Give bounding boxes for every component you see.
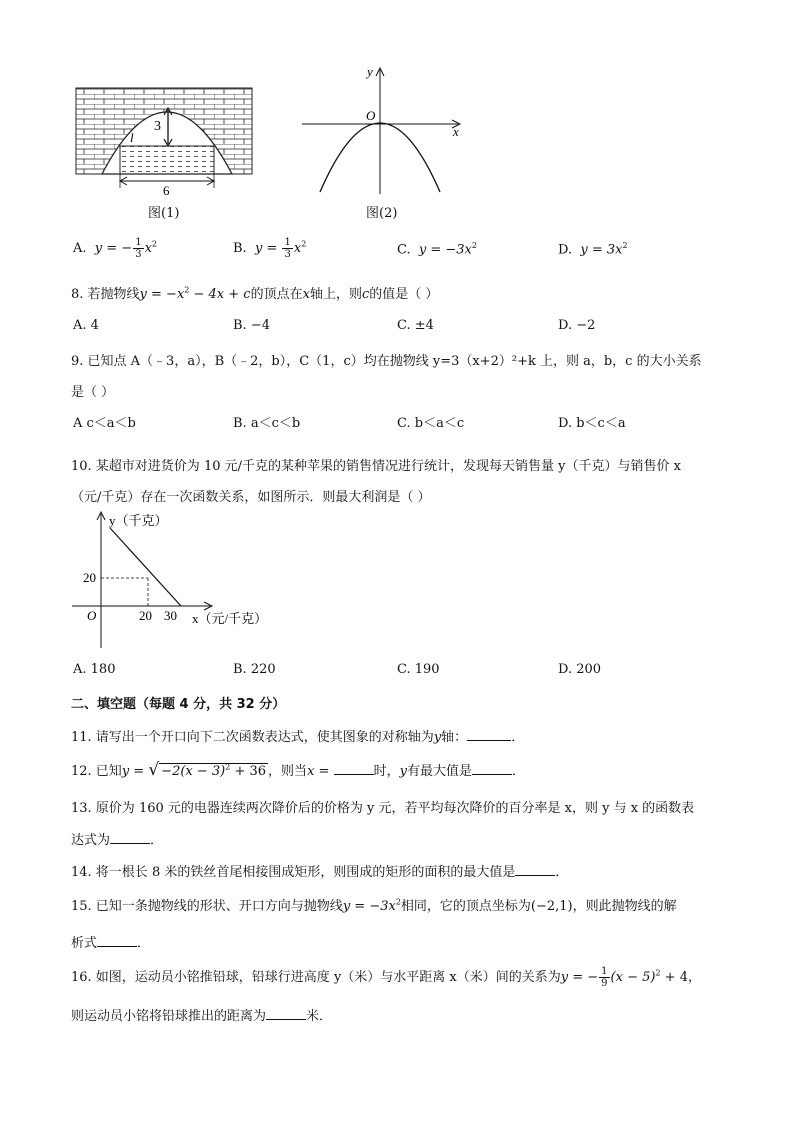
q10-option-d[interactable]: D. 200: [558, 662, 602, 677]
q12-stem: 12. 已知y = √ $-2(x - 3)^2 + 36$ ，则当x = 时，y有最大值是 ．: [71, 760, 525, 780]
q10-origin: O: [87, 608, 97, 623]
q7-option-d-expr: y = 3x: [580, 242, 623, 258]
q16-stem-line1: 16. 如图，运动员小铭推铅球，铅球行进高度 y（米）与水平距离 x（米）间的关系为y = − $\frac{1}{9}$ $(x - 5)^2 + 4$，: [71, 966, 701, 989]
q12-max-blank[interactable]: [472, 762, 512, 775]
q7-option-a-fraction: $\frac{1}{3}$: [135, 237, 142, 260]
q7-option-c[interactable]: C. $y = -3x^2$: [397, 241, 477, 258]
q10-stem-line2: （元/千克）存在一次函数关系，如图所示．则最大利润是（ ）: [71, 490, 431, 505]
q8-stem: 8. 若抛物线$y = -x^2 - 4x + c$的顶点在x轴上，则c的值是（ ）: [71, 285, 439, 302]
q10-graph: [68, 508, 278, 650]
q16-fraction: $\frac{1}{9}$: [601, 966, 608, 989]
q12-x-blank[interactable]: [334, 762, 374, 775]
q12-radicand: $-2(x - 3)^2 + 36$: [161, 762, 267, 779]
q13-stem-line1: 13. 原价为 160 元的电器连续两次降价后的价格为 y 元，若平均每次降价的百分率是 x，则 y 与 x 的函数表: [71, 801, 695, 816]
q7-option-a[interactable]: A. y = − $\frac{1}{3}$ $x^2$: [73, 237, 158, 260]
q15-answer-blank[interactable]: [97, 934, 137, 947]
q11-answer-blank[interactable]: [467, 728, 511, 741]
sqrt-sign-icon: √: [148, 760, 160, 780]
figure-2-y-label: y: [367, 64, 373, 79]
q16-answer-blank[interactable]: [266, 1007, 306, 1020]
q9-option-a[interactable]: A c＜a＜b: [73, 416, 136, 431]
q7-option-a-label: A.: [73, 241, 87, 256]
q14-answer-blank[interactable]: [515, 863, 555, 876]
figure-1-height-label: 3: [154, 119, 161, 134]
q7-option-b-fraction: $\frac{1}{3}$: [284, 237, 291, 260]
figure-1-arch: [74, 84, 254, 196]
figure-2-x-label: x: [453, 124, 459, 139]
q10-x-tick-30: 30: [164, 608, 177, 623]
figure-1-width-label: 6: [163, 183, 170, 196]
q15-stem-line1: 15. 已知一条抛物线的形状、开口方向与抛物线$y = -3x^2$相同，它的顶点坐标为(−2,1)，则此抛物线的解: [71, 897, 677, 914]
q9-option-c[interactable]: C. b＜a＜c: [397, 416, 465, 431]
q10-option-b[interactable]: B. 220: [233, 662, 276, 677]
q10-x-axis-label: x（元/千克）: [192, 611, 268, 626]
q7-option-d-label: D.: [558, 242, 573, 258]
q7-option-c-expr: y = −3x: [418, 242, 472, 258]
q8-option-a[interactable]: A. 4: [73, 318, 99, 333]
q10-x-tick-20: 20: [139, 608, 152, 623]
figure-2-origin-label: O: [366, 108, 376, 123]
q7-option-a-expr: y = −: [94, 241, 133, 256]
q15-stem-line2: 析式 ．: [71, 936, 151, 951]
q11-stem: 11. 请写出一个开口向下二次函数表达式，使其图象的对称轴为y轴： ．: [71, 730, 525, 745]
figure-1-caption: 图(1): [148, 206, 180, 221]
figure-2-parabola: [298, 62, 468, 198]
q14-stem: 14. 将一根长 8 米的铁丝首尾相接围成矩形，则围成的矩形的面积的最大值是 ．: [71, 865, 569, 880]
q10-y-tick: 20: [83, 570, 96, 585]
q7-option-d[interactable]: D. $y = 3x^2$: [558, 241, 628, 258]
q7-option-b-expr: y =: [254, 241, 282, 256]
q9-stem-line2: 是（ ）: [71, 385, 115, 400]
q8-option-d[interactable]: D. −2: [558, 318, 596, 333]
q10-stem-line1: 10. 某超市对进货价为 10 元/千克的某种苹果的销售情况进行统计，发现每天销售量 y（千克）与销售价 x: [71, 459, 681, 474]
q7-option-b-label: B.: [233, 241, 247, 256]
figure-2-caption: 图(2): [366, 206, 398, 221]
q13-stem-line2: 达式为 ．: [71, 833, 164, 848]
q7-option-b[interactable]: B. y = $\frac{1}{3}$ $x^2$: [233, 237, 307, 260]
q10-option-c[interactable]: C. 190: [397, 662, 440, 677]
q16-stem-line2: 则运动员小铭将铅球推出的距离为 米．: [71, 1009, 333, 1024]
section-2-title: 二、填空题（每题 4 分，共 32 分）: [71, 697, 286, 712]
figure-1-line-label: l: [130, 130, 134, 145]
q8-option-b[interactable]: B. −4: [233, 318, 270, 333]
q8-option-c[interactable]: C. ±4: [397, 318, 434, 333]
q9-option-d[interactable]: D. b＜c＜a: [558, 416, 626, 431]
q10-option-a[interactable]: A. 180: [73, 662, 116, 677]
q13-answer-blank[interactable]: [110, 831, 150, 844]
q9-stem-line1: 9. 已知点 A（﹣3，a），B（﹣2，b），C（1，c）均在抛物线 y=3（x+2）²+k 上，则 a，b，c 的大小关系: [71, 354, 702, 369]
q9-option-b[interactable]: B. a＜c＜b: [233, 416, 301, 431]
q10-y-axis-label: y（千克）: [109, 513, 168, 528]
q7-option-c-label: C.: [397, 242, 411, 258]
